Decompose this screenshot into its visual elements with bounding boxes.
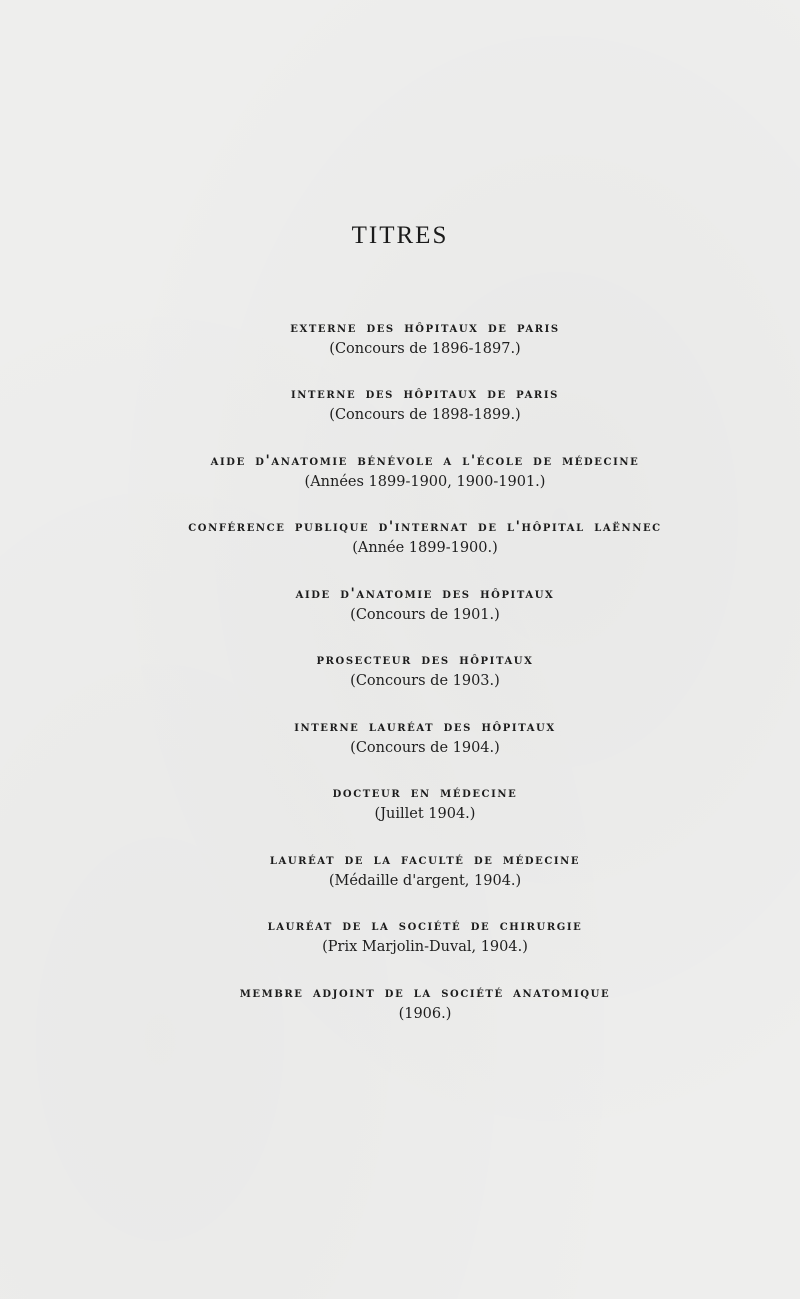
entry-detail: (Médaille d'argent, 1904.)	[328, 873, 522, 889]
title-entry	[0, 919, 800, 955]
entry-detail: (Concours de 1898-1899.)	[329, 407, 521, 423]
entry-title: prosecteur des hôpitaux	[316, 652, 534, 668]
entry-detail: (Prix Marjolin-Duval, 1904.)	[322, 939, 528, 955]
entry-title: aide d'anatomie des hôpitaux	[295, 586, 555, 602]
entry-title: aide d'anatomie bénévole a l'école de médecine	[210, 453, 640, 469]
entry-title: lauréat de la société de chirurgie	[267, 918, 583, 934]
title-entry	[0, 653, 800, 689]
entry-title: interne lauréat des hôpitaux	[294, 719, 556, 735]
page-heading: TITRES	[351, 222, 449, 249]
title-entry	[0, 454, 800, 490]
entry-detail: (Concours de 1903.)	[350, 673, 500, 689]
title-entry	[0, 786, 800, 822]
title-entry	[0, 853, 800, 889]
entry-detail: (Concours de 1904.)	[350, 740, 500, 756]
entry-title: conférence publique d'internat de l'hôpital laënnec	[188, 519, 662, 535]
title-entry	[0, 387, 800, 423]
title-entry	[0, 587, 800, 623]
entry-detail: (Années 1899-1900, 1900-1901.)	[304, 474, 546, 490]
entry-title: externe des hôpitaux de paris	[290, 320, 560, 336]
entry-detail: (1906.)	[398, 1006, 452, 1022]
entry-title: lauréat de la faculté de médecine	[269, 852, 581, 868]
title-entry	[0, 321, 800, 357]
entry-detail: (Juillet 1904.)	[374, 806, 476, 822]
entry-detail: (Concours de 1896-1897.)	[329, 341, 521, 357]
title-entry	[0, 520, 800, 556]
title-entry	[0, 720, 800, 756]
title-entry	[0, 986, 800, 1022]
entry-detail: (Concours de 1901.)	[350, 607, 500, 623]
entry-title: docteur en médecine	[332, 785, 518, 801]
entry-detail: (Année 1899-1900.)	[352, 540, 498, 556]
entry-title: interne des hôpitaux de paris	[291, 386, 559, 402]
entry-title: membre adjoint de la société anatomique	[239, 985, 611, 1001]
